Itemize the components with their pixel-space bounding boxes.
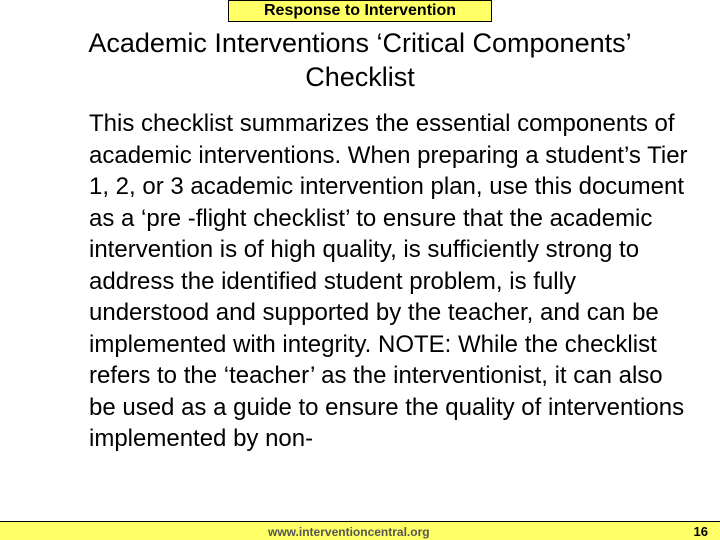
page-number: 16 (693, 524, 708, 539)
slide-title (20, 26, 700, 94)
header-banner-text: Response to Intervention (263, 2, 457, 19)
slide-body-text: This checklist summarizes the essential components of academic interventions. When preparing a student’s Tier 1, 2, or 3 academic intervention plan, use this document as a ‘pre -flight checklist’ to ensure that the academic intervention is of high quality, is sufficiently strong to address the identified student problem, is fully understood and supported by the teacher, and can be implemented with integrity. NOTE: While the checklist refers to the ‘teacher’ as the interventionist, it can also be used as a guide to ensure the quality of interventions implemented by non- (89, 110, 688, 452)
slide-title-line2: Checklist (305, 62, 415, 92)
header-banner (228, 0, 492, 22)
footer-url: www.interventioncentral.org (268, 525, 430, 539)
slide-title-line1: Academic Interventions ‘Critical Components’ (88, 28, 632, 58)
